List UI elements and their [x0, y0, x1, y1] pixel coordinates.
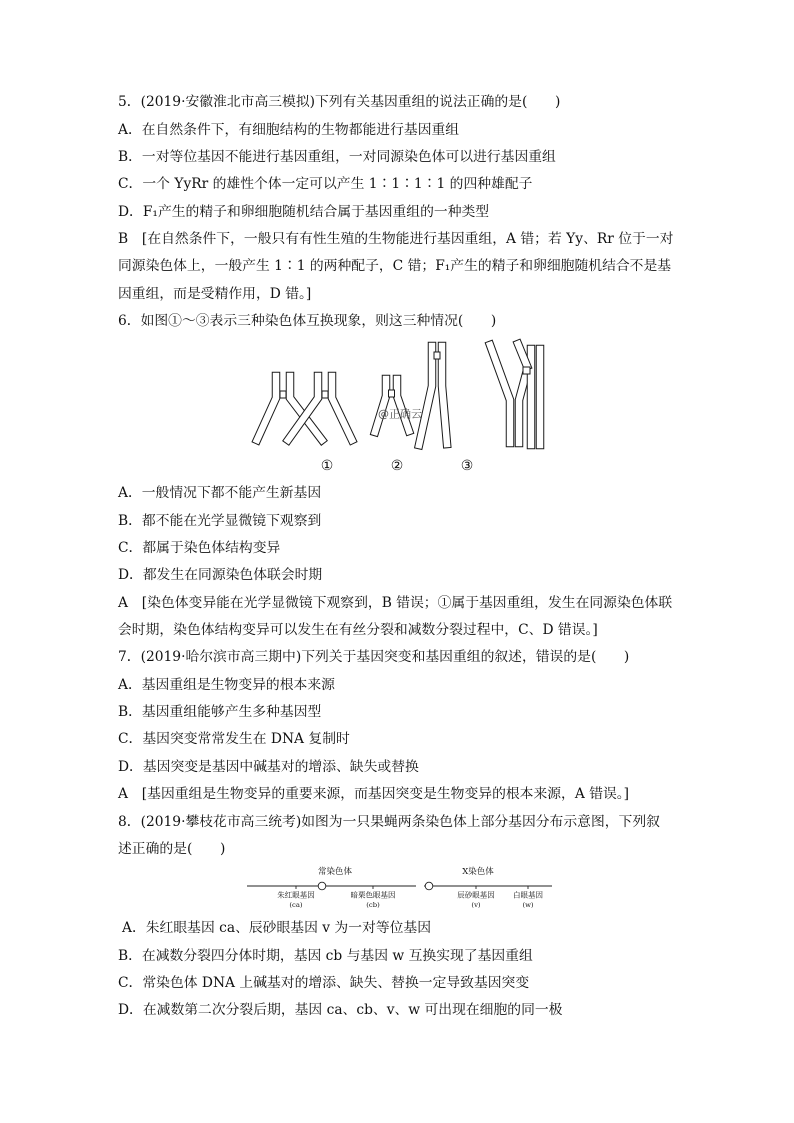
gene-name: 朱红眼基因	[277, 890, 315, 900]
diagram-2	[375, 346, 447, 445]
diagram-label-2: ②	[390, 458, 404, 475]
x-chromosome-label: X染色体	[462, 867, 494, 878]
question-7	[118, 644, 680, 808]
question-5-analysis-line: 同源染色体上，一般产生 1∶1 的两种配子，C 错；F₁产生的精子和卵细胞随机结合不是基	[118, 258, 672, 275]
question-6-analysis-line: 会时期，染色体结构变异可以发生在有丝分裂和减数分裂过程中，C、D 错误。]	[118, 622, 598, 639]
gene-symbol: (cb)	[366, 901, 380, 910]
question-5-option-d: D．F₁产生的精子和卵细胞随机结合属于基因重组的一种类型	[118, 203, 490, 220]
gene-name: 辰砂眼基因	[457, 890, 495, 900]
watermark: @正确云	[378, 407, 422, 421]
gene-map-svg	[118, 863, 680, 915]
chromatid-interior	[332, 376, 352, 440]
question-8-option-d: D．在减数第二次分裂后期，基因 ca、cb、v、w 可出现在细胞的同一极	[118, 1002, 563, 1019]
question-7-option-c: C．基因突变常常发生在 DNA 复制时	[118, 731, 350, 748]
question-5	[118, 89, 680, 308]
question-7-option-b: B．基因重组能够产生多种基因型	[118, 704, 322, 721]
question-7-option-a: A．基因重组是生物变异的根本来源	[118, 676, 335, 693]
autosome-centromere	[318, 882, 326, 890]
question-6-option-d: D．都发生在同源染色体联会时期	[118, 567, 323, 584]
diagram-1	[257, 376, 352, 440]
chromatid-interior	[419, 346, 432, 445]
question-5-stem: 5．(2019·安徽淮北市高三模拟)下列有关基因重组的说法正确的是( )	[118, 94, 561, 111]
question-7-stem: 7．(2019·哈尔滨市高三期中)下列关于基因突变和基因重组的叙述，错误的是( )	[118, 649, 630, 666]
question-6-option-b: B．都不能在光学显微镜下观察到	[118, 512, 322, 529]
gene-symbol: (w)	[522, 901, 534, 910]
centromere	[280, 391, 286, 398]
question-5-analysis-line: 因重组，而是受精作用，D 错。]	[118, 285, 312, 302]
centromere	[322, 391, 328, 398]
question-8-option-a: A．朱红眼基因 ca、辰砂眼基因 v 为一对等位基因	[122, 920, 432, 937]
question-5-analysis-line: B [在自然条件下，一般只有有性生殖的生物能进行基因重组，A 错；若 Yy、Rr 位于一对	[118, 231, 674, 248]
question-6-option-c: C．都属于染色体结构变异	[118, 540, 281, 557]
centromere	[434, 352, 440, 359]
question-8-option-c: C．常染色体 DNA 上碱基对的增添、缺失、替换一定导致基因突变	[118, 974, 530, 991]
diagram-3	[490, 344, 540, 445]
gene-symbol: (v)	[471, 901, 481, 910]
gene-name: 暗栗色眼基因	[350, 890, 396, 900]
centromere	[523, 367, 530, 374]
question-6-analysis-line: A [染色体变异能在光学显微镜下观察到，B 错误；①属于基因重组，发生在同源染色体联	[118, 594, 673, 611]
chromatid-interior	[490, 345, 510, 443]
question-5-option-a: A．在自然条件下，有细胞结构的生物都能进行基因重组	[118, 121, 460, 138]
chromatid-interior	[518, 344, 527, 366]
chromatid-interior	[397, 379, 409, 431]
content-column	[118, 89, 680, 1024]
question-8	[118, 809, 680, 1025]
x-chromosome-centromere	[425, 882, 433, 890]
question-5-option-c: C．一个 YyRr 的雄性个体一定可以产生 1∶1∶1∶1 的四种雄配子	[118, 176, 533, 193]
chromatid-interior	[375, 379, 386, 432]
question-8-stem-line: 述正确的是( )	[118, 840, 226, 857]
gene-name: 白眼基因	[513, 890, 543, 900]
question-8-option-b: B．在减数分裂四分体时期，基因 cb 与基因 w 互换实现了基因重组	[118, 947, 533, 964]
centromere	[389, 390, 395, 397]
question-7-analysis-line: A [基因重组是生物变异的重要来源，而基因突变是生物变异的根本来源，A 错误。]	[118, 786, 630, 803]
question-6-option-a: A．一般情况下都不能产生新基因	[118, 485, 322, 502]
chromosome-exchange-figure	[118, 335, 680, 480]
question-6-stem: 6．如图①～③表示三种染色体互换现象，则这三种情况( )	[118, 313, 497, 330]
question-7-option-d: D．基因突变是基因中碱基对的增添、缺失或替换	[118, 758, 419, 775]
question-5-option-b: B．一对等位基因不能进行基因重组，一对同源染色体可以进行基因重组	[118, 148, 556, 165]
chromatid-interior	[257, 376, 276, 440]
question-8-stem-line: 8．(2019·攀枝花市高三统考)如图为一只果蝇两条染色体上部分基因分布示意图，下列叙	[118, 813, 660, 830]
autosome-label: 常染色体	[317, 867, 353, 878]
diagram-label-3: ③	[460, 458, 474, 475]
question-6	[118, 308, 680, 644]
chromosome-exchange-svg	[118, 335, 680, 480]
gene-map-figure	[118, 863, 680, 915]
diagram-label-1: ①	[320, 458, 334, 475]
gene-symbol: (ca)	[289, 901, 303, 910]
